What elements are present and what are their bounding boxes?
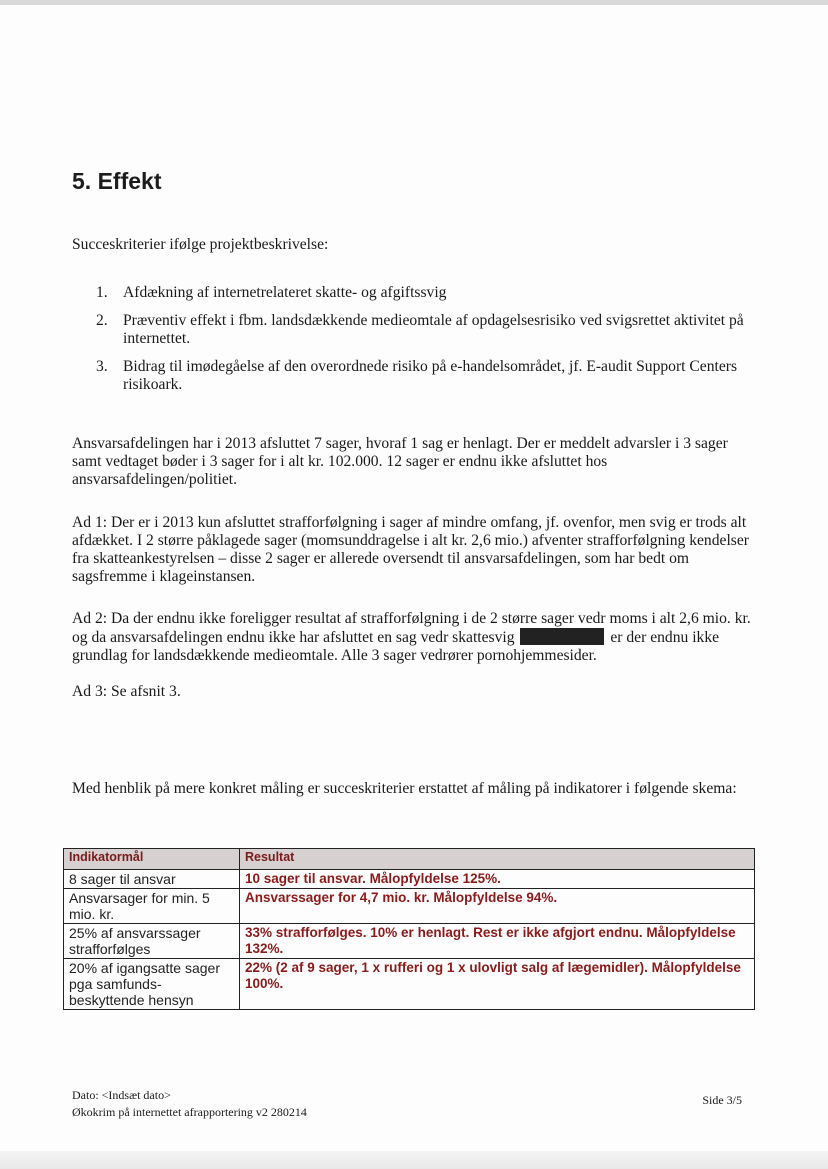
paragraph-ad2 bbox=[72, 610, 752, 665]
section-heading: 5. Effekt bbox=[72, 168, 162, 194]
criteria-item bbox=[96, 312, 746, 348]
indicator-cell: 8 sager til ansvar bbox=[64, 870, 240, 889]
result-cell: 33% strafforfølges. 10% er henlagt. Rest er ikke afgjort endnu. Målopfyldelse 132%. bbox=[240, 924, 755, 959]
indicator-table bbox=[63, 848, 755, 1010]
scan-bottom-edge bbox=[0, 1151, 828, 1169]
criteria-number: 2. bbox=[96, 312, 108, 329]
criteria-number: 1. bbox=[96, 284, 108, 301]
table-row bbox=[64, 870, 755, 889]
indicator-cell: 25% af ansvarssager strafforfølges bbox=[64, 924, 240, 959]
criteria-intro: Succeskriterier ifølge projektbeskrivelse: bbox=[72, 236, 329, 253]
criteria-text: Præventiv effekt i fbm. landsdækkende medieomtale af opdagelsesrisiko ved svigsrettet aktivitet på internettet. bbox=[123, 312, 744, 347]
table-row bbox=[64, 924, 755, 959]
redaction-block bbox=[520, 628, 604, 645]
result-cell: 10 sager til ansvar. Målopfyldelse 125%. bbox=[240, 870, 755, 889]
footer-date: Dato: <Indsæt dato> bbox=[72, 1088, 171, 1102]
paragraph-skema: Med henblik på mere konkret måling er succeskriterier erstattet af måling på indikatorer i følgende skema: bbox=[72, 780, 737, 797]
criteria-text: Bidrag til imødegåelse af den overordnede risiko på e-handelsområdet, jf. E-audit Support Centers risikoark. bbox=[123, 358, 738, 393]
paragraph-ad2-start: Ad 2: Da der endnu ikke foreligger resultat af strafforfølgning i de 2 større sager vedr moms i alt 2,6 mio. kr. og da ansvarsafdelingen endnu ikke har afsluttet en sag vedr skattesvig bbox=[72, 610, 751, 646]
table-header-indikator: Indikatormål bbox=[64, 849, 240, 870]
table-header-resultat: Resultat bbox=[240, 849, 755, 870]
criteria-text: Afdækning af internetrelateret skatte- og afgiftssvig bbox=[123, 284, 447, 301]
table-row bbox=[64, 959, 755, 1010]
footer-doc-name: Økokrim på internettet afrapportering v2 280214 bbox=[72, 1105, 307, 1119]
page-number: Side 3/5 bbox=[702, 1093, 742, 1107]
table-header-row bbox=[64, 849, 755, 870]
scan-top-edge bbox=[0, 0, 828, 5]
criteria-list bbox=[96, 284, 746, 404]
indicator-cell: 20% af igangsatte sager pga samfunds-beskyttende hensyn bbox=[64, 959, 240, 1010]
indicator-cell: Ansvarsager for min. 5 mio. kr. bbox=[64, 889, 240, 924]
criteria-number: 3. bbox=[96, 358, 108, 375]
result-cell: 22% (2 af 9 sager, 1 x rufferi og 1 x ulovligt salg af lægemidler). Målopfyldelse 100%. bbox=[240, 959, 755, 1010]
result-cell: Ansvarssager for 4,7 mio. kr. Målopfyldelse 94%. bbox=[240, 889, 755, 924]
paragraph-ansvar: Ansvarsafdelingen har i 2013 afsluttet 7 sager, hvoraf 1 sag er henlagt. Der er meddelt advarsler i 3 sager samt vedtaget bøder i 3 sager for i alt kr. 102.000. 12 sager er endnu ikke afsluttet hos ansvarsafdelingen/politiet. bbox=[72, 435, 728, 488]
table-row bbox=[64, 889, 755, 924]
paragraph-ad1: Ad 1: Der er i 2013 kun afsluttet strafforfølgning i sager af mindre omfang, jf. ovenfor, men svig er trods alt afdækket. I 2 større påklagede sager (momsunddragelse i alt kr. 2,6 mio.) afventer strafforfølgning kendelser fra skatteankestyrelsen – disse 2 sager er allerede oversendt til ansvarsafdelingen, som har bedt om sagsfremme i klageinstansen. bbox=[72, 514, 749, 585]
paragraph-ad3: Ad 3: Se afsnit 3. bbox=[72, 683, 181, 700]
criteria-item bbox=[96, 284, 746, 302]
criteria-item bbox=[96, 358, 746, 394]
paragraph-ad2-end: er der endnu ikke grundlag for landsdækkende medieomtale. Alle 3 sager vedrører pornohjemmesider. bbox=[72, 629, 720, 664]
footer bbox=[72, 1087, 307, 1121]
